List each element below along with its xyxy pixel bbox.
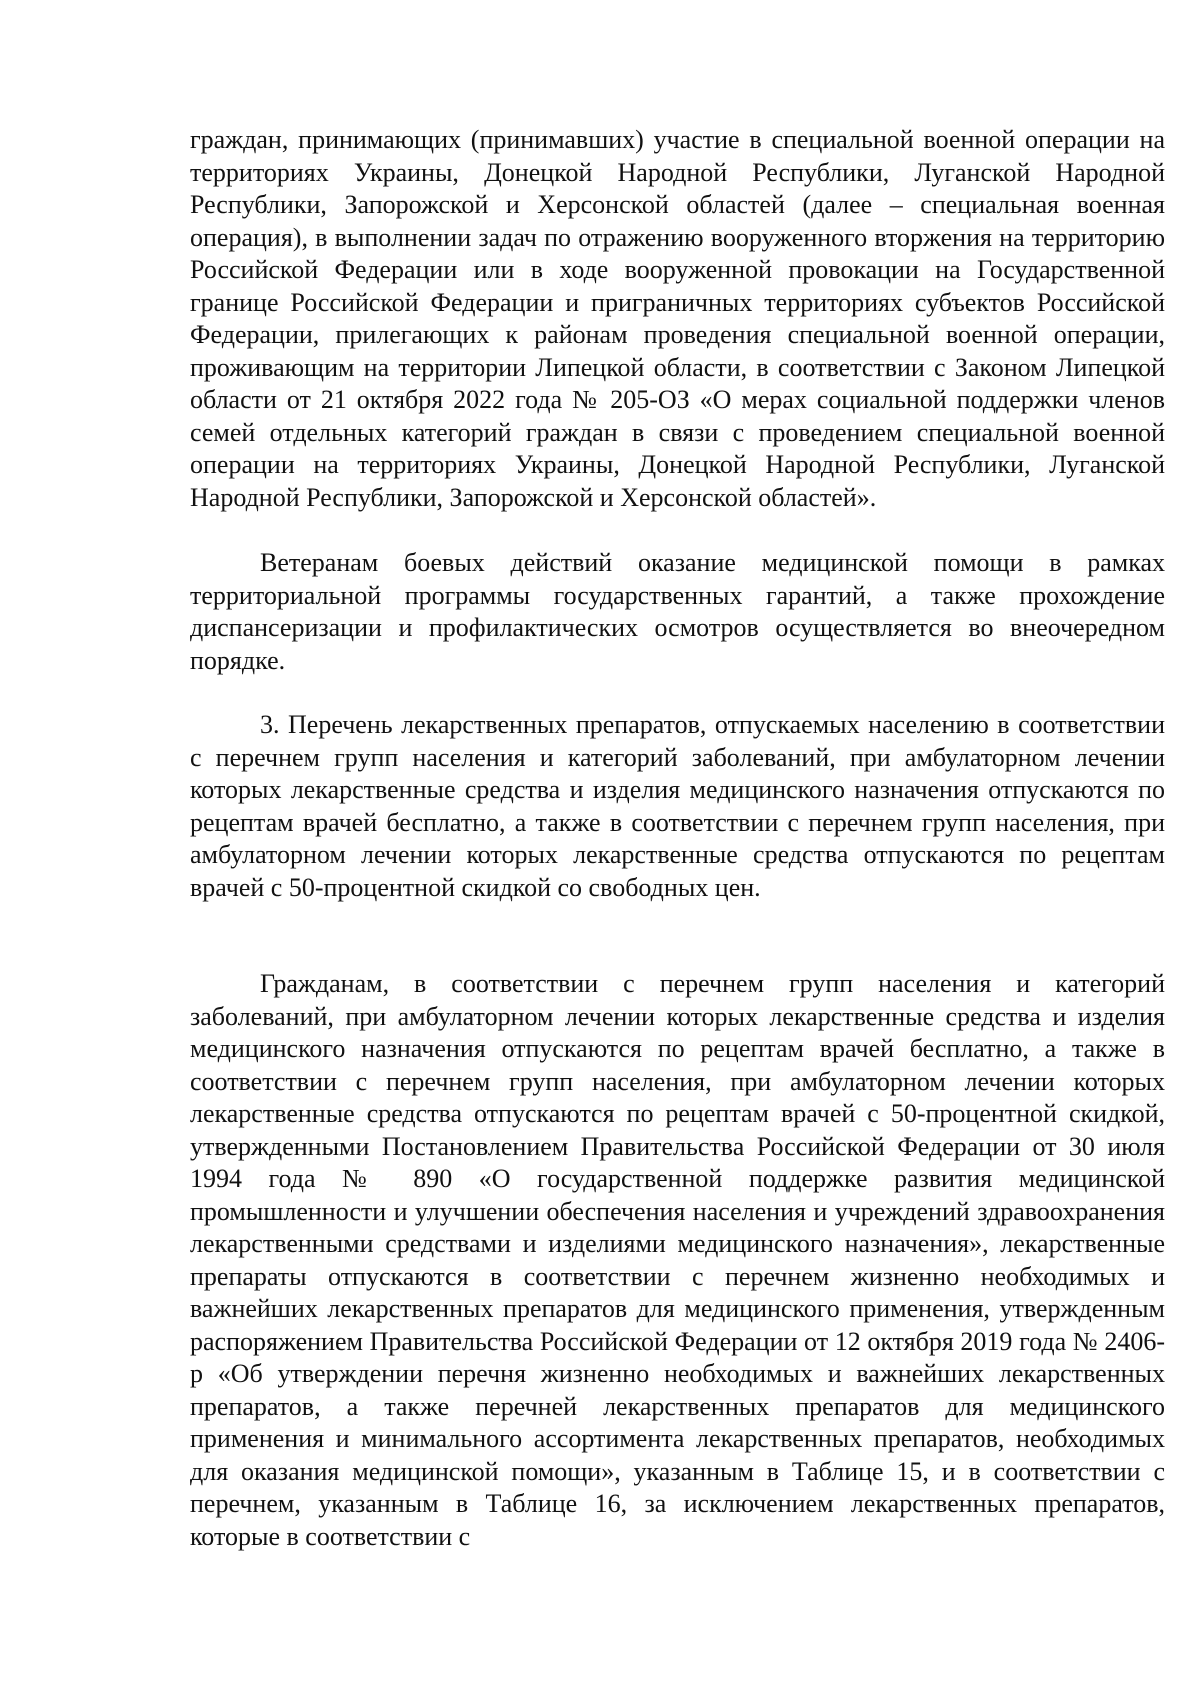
paragraph-text: граждан, принимающих (принимавших) участие в специальной военной операции на территориях Украины, Донецкой Народной Республики, Луганской Народной Республики, Запорожской и Херсонской областей (далее – специальная военная операция), в выполнении задач по отражению вооруженного вторжения на территорию Российской Федерации или в ходе вооруженной провокации на Государственной границе Российской Федерации и приграничных территориях субъектов Российской Федерации, прилегающих к районам проведения специальной военной операции, проживающим на территории Липецкой области, в соответствии с Законом Липецкой области от 21 октября 2022 года № 205-ОЗ «О мерах социальной поддержки членов семей отдельных категорий граждан в связи с проведением специальной военной операции на территориях Украины, Донецкой Народной Республики, Луганской Народной Республики, Запорожской и Херсонской областей». (190, 125, 1165, 512)
paragraph-section-3 (190, 709, 1165, 904)
paragraph-citizens (190, 968, 1165, 1553)
paragraph-text: 3. Перечень лекарственных препаратов, отпускаемых населению в соответствии с перечнем групп населения и категорий заболеваний, при амбулаторном лечении которых лекарственные средства и изделия медицинского назначения отпускаются по рецептам врачей бесплатно, а также в соответствии с перечнем групп населения, при амбулаторном лечении которых лекарственные средства отпускаются по рецептам врачей с 50-процентной скидкой со свободных цен. (190, 710, 1165, 902)
paragraph-text: Ветеранам боевых действий оказание медицинской помощи в рамках территориальной программы государственных гарантий, а также прохождение диспансеризации и профилактических осмотров осуществляется во внеочередном порядке. (190, 548, 1165, 675)
paragraph-text: Гражданам, в соответствии с перечнем групп населения и категорий заболеваний, при амбулаторном лечении которых лекарственные средства и изделия медицинского назначения отпускаются по рецептам врачей бесплатно, а также в соответствии с перечнем групп населения, при амбулаторном лечении которых лекарственные средства отпускаются по рецептам врачей с 50-процентной скидкой, утвержденными Постановлением Правительства Российской Федерации от 30 июля 1994 года № 890 «О государственной поддержке развития медицинской промышленности и улучшении обеспечения населения и учреждений здравоохранения лекарственными средствами и изделиями медицинского назначения», лекарственные препараты отпускаются в соответствии с перечнем жизненно необходимых и важнейших лекарственных препаратов для медицинского применения, утвержденным распоряжением Правительства Российской Федерации от 12 октября 2019 года № 2406-р «Об утверждении перечня жизненно необходимых и важнейших лекарственных препаратов, а также перечней лекарственных препаратов для медицинского применения и минимального ассортимента лекарственных препаратов, необходимых для оказания медицинской помощи», указанным в Таблице 15, и в соответствии с перечнем, указанным в Таблице 16, за исключением лекарственных препаратов, которые в соответствии с (190, 969, 1165, 1551)
paragraph-veterans (190, 547, 1165, 677)
paragraph-continuation (190, 124, 1165, 514)
